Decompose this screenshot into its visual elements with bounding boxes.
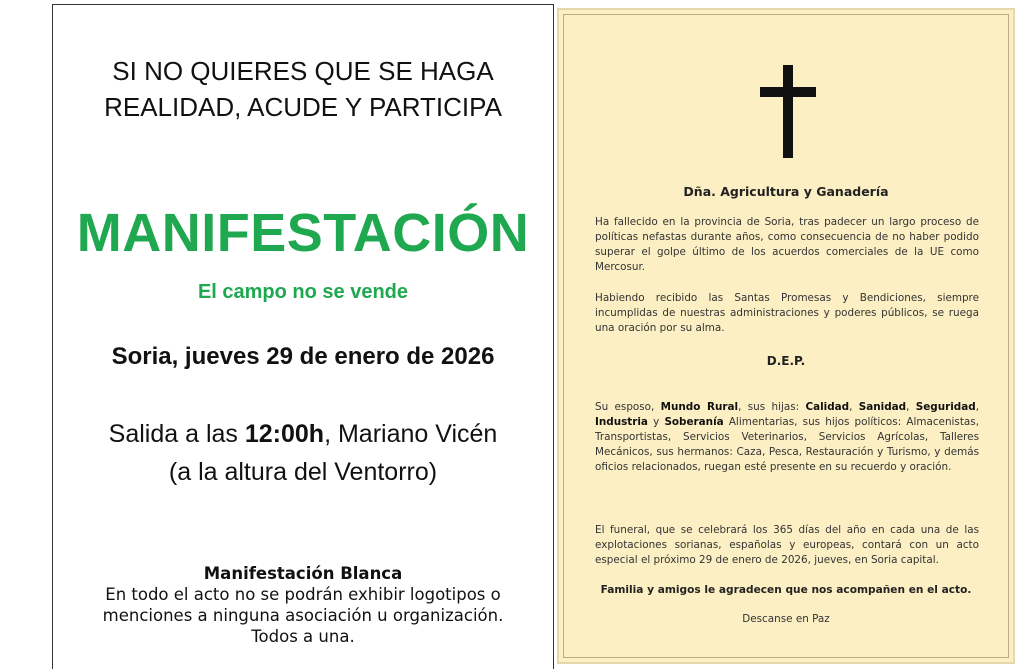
thanks-line: Familia y amigos le agradecen que nos acompañen en el acto. xyxy=(600,584,972,596)
cross-icon xyxy=(760,65,816,158)
poster-subtitle: El campo no se vende xyxy=(197,281,409,303)
poster-title: MANIFESTACIÓN xyxy=(76,203,530,263)
rip-abbreviation: D.E.P. xyxy=(766,354,806,368)
obituary-frame xyxy=(563,14,1009,658)
departure-place: , Mariano Vicén xyxy=(324,420,498,448)
footer-line-2: menciones a ninguna asociación u organización. xyxy=(102,606,504,625)
headline-line-1: SI NO QUIERES QUE SE HAGA xyxy=(112,56,494,86)
footer-line-1: En todo el acto no se podrán exhibir logotipos o xyxy=(105,585,501,604)
mourners-paragraph: Su esposo, Mundo Rural, sus hijas: Calidad, Sanidad, Seguridad, Industria y Soberanía Alimentarias, sus hijos políticos: Almacenistas, Transportistas, Servicios Veterinarios, Servicios Agrícolas, Talleres Mecánicos, sus hermanos: Caza, Pesca, Restauración y Turismo, y demás oficios relacionados, ruegan esté presente en su recuerdo y oración. xyxy=(595,401,980,473)
departure-line xyxy=(53,415,553,453)
poster-headline xyxy=(53,53,553,125)
departure-info xyxy=(53,415,553,491)
event-date: Soria, jueves 29 de enero de 2026 xyxy=(111,343,495,370)
footer-title: Manifestación Blanca xyxy=(203,564,403,583)
departure-time: 12:00h xyxy=(244,420,325,448)
departure-prefix: Salida a las xyxy=(108,420,245,448)
rest-in-peace: Descanse en Paz xyxy=(742,613,830,625)
obituary-paragraph-2: Habiendo recibido las Santas Promesas y Bendiciones, siempre incumplidas de nuestras administraciones y poderes públicos, se ruega una oración por su alma. xyxy=(595,292,979,334)
footer-line-3: Todos a una. xyxy=(251,627,355,646)
obituary-paragraph-1: Ha fallecido en la provincia de Soria, tras padecer un largo proceso de políticas nefastas durante años, como consecuencia de no haber podido superar el golpe último de los acuerdos comerciales de la UE como Mercosur. xyxy=(595,216,979,273)
deceased-name: Dña. Agricultura y Ganadería xyxy=(683,184,889,199)
funeral-paragraph: El funeral, que se celebrará los 365 días del año en cada una de las explotaciones sorianas, españolas y europeas, contará con un acto especial el próximo 29 de enero de 2026, jueves, en Soria capital. xyxy=(595,524,979,566)
protest-poster xyxy=(52,4,554,669)
departure-landmark: (a la altura del Ventorro) xyxy=(168,458,438,486)
poster-footer xyxy=(53,563,553,647)
headline-line-2: REALIDAD, ACUDE Y PARTICIPA xyxy=(104,92,502,122)
obituary-card xyxy=(557,8,1015,664)
